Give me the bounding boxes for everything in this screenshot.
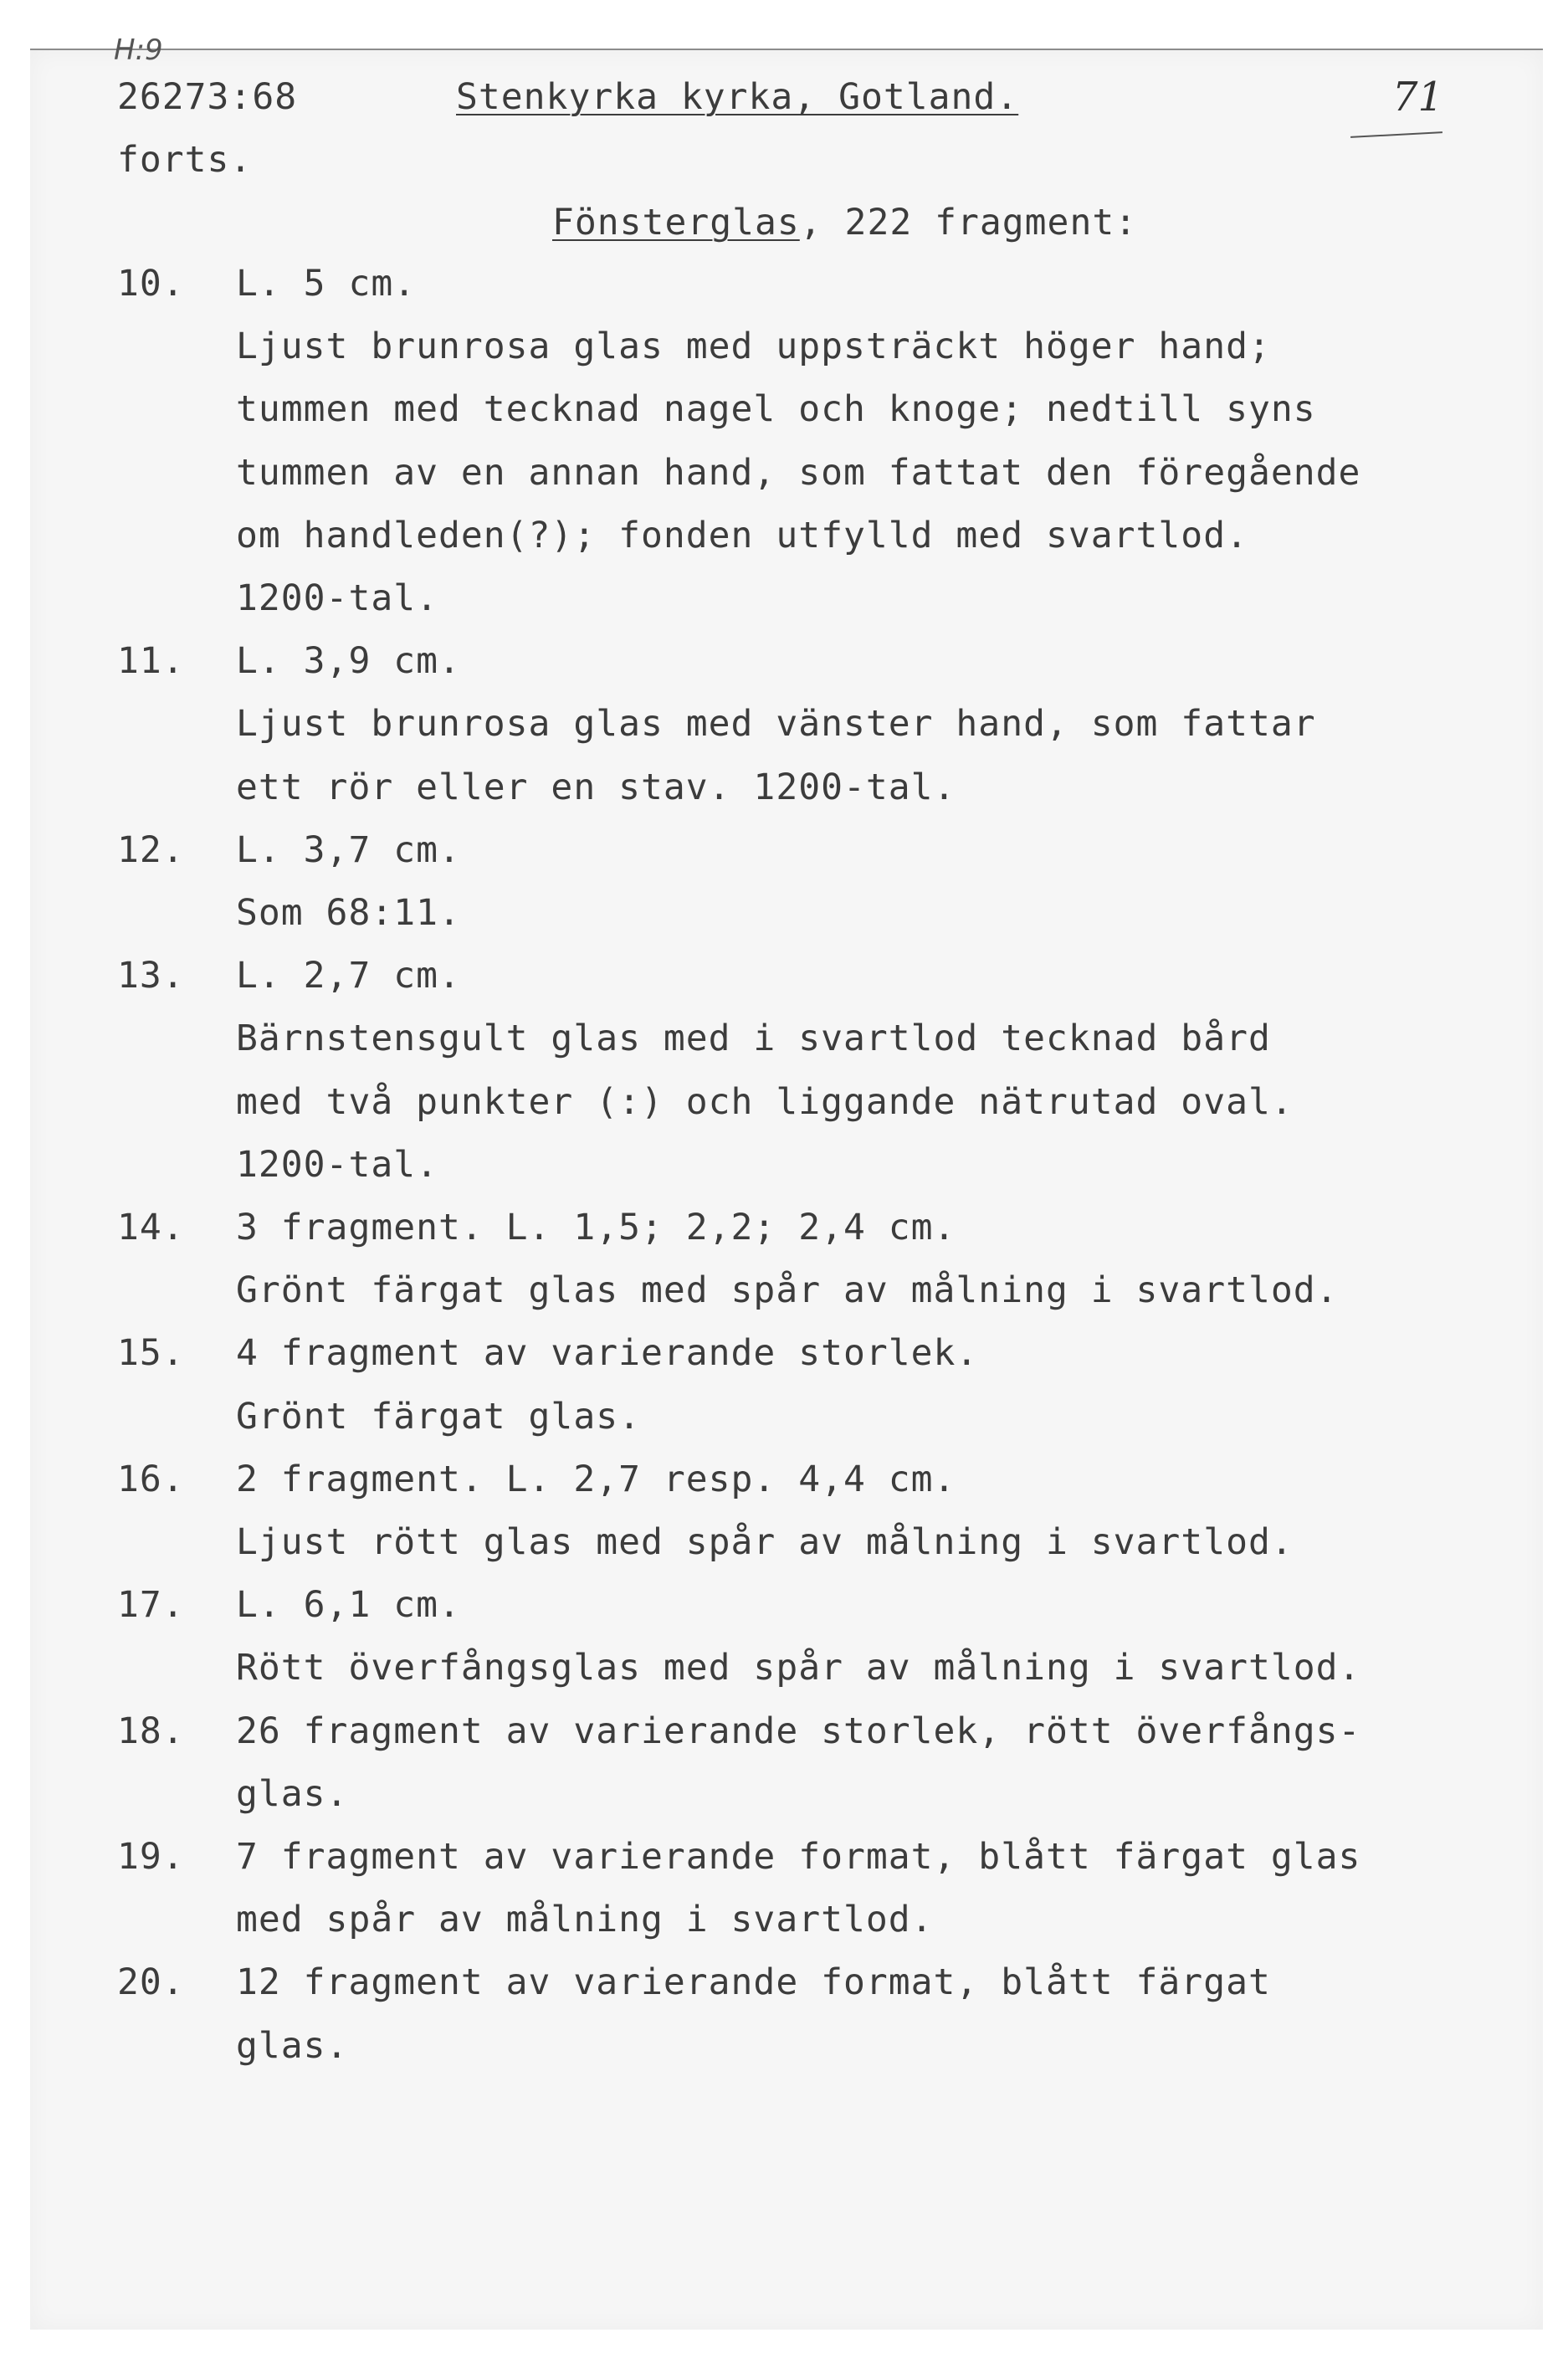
entry-line: L. 5 cm. [236,263,417,305]
entry-line: 12 fragment av varierande format, blått färgat [236,1961,1271,2003]
entry-line: 26 fragment av varierande storlek, rött överfångs- [236,1710,1361,1752]
entry-line: Grönt färgat glas med spår av målning i svartlod. [236,1269,1339,1311]
entry-number: 10. [117,263,185,305]
entry-line: 7 fragment av varierande format, blått färgat glas [236,1836,1361,1878]
entry-line: Ljust brunrosa glas med vänster hand, som fattar [236,703,1316,745]
entry-number: 14. [117,1207,185,1248]
entry-line: ett rör eller en stav. 1200-tal. [236,766,956,808]
entry-line: 1200-tal. [236,1144,438,1186]
entry-line: Som 68:11. [236,892,461,934]
catalogue-number: 26273:68 [117,76,298,118]
entry-number: 15. [117,1332,185,1374]
entry-line: Rött överfångsglas med spår av målning i svartlod. [236,1647,1361,1689]
entry-line: L. 2,7 cm. [236,955,461,997]
entry-line: Grönt färgat glas. [236,1396,641,1438]
entry-line: Ljust rött glas med spår av målning i svartlod. [236,1521,1294,1563]
entry-line: L. 3,9 cm. [236,640,461,682]
entry-number: 17. [117,1584,185,1626]
handwritten-code: H:9 [114,33,163,67]
entry-number: 11. [117,640,185,682]
entry-line: glas. [236,2025,349,2067]
entry-number: 20. [117,1961,185,2003]
document-title: Stenkyrka kyrka, Gotland. [456,76,1019,118]
entry-line: 3 fragment. L. 1,5; 2,2; 2,4 cm. [236,1207,956,1248]
entry-number: 13. [117,955,185,997]
entry-line: tummen av en annan hand, som fattat den föregående [236,452,1361,494]
entry-line: tummen med tecknad nagel och knoge; nedtill syns [236,388,1316,430]
entry-line: 1200-tal. [236,577,438,619]
entry-line: glas. [236,1773,349,1815]
entry-line: Ljust brunrosa glas med uppsträckt höger hand; [236,326,1271,367]
entry-line: om handleden(?); fonden utfylld med svartlod. [236,515,1248,556]
entry-line: 4 fragment av varierande storlek. [236,1332,979,1374]
page-number: 71 [1392,74,1444,120]
card-top-edge [30,49,1543,50]
entry-line: 2 fragment. L. 2,7 resp. 4,4 cm. [236,1458,956,1500]
entry-number: 12. [117,829,185,871]
entry-number: 18. [117,1710,185,1752]
entry-number: 19. [117,1836,185,1878]
continued-label: forts. [117,139,253,181]
entry-line: med spår av målning i svartlod. [236,1899,934,1940]
entry-line: med två punkter (:) och liggande nätrutad oval. [236,1081,1294,1123]
section-heading-underlined: Fönsterglas [552,202,800,244]
entry-line: L. 3,7 cm. [236,829,461,871]
entry-line: Bärnstensgult glas med i svartlod tecknad bård [236,1018,1271,1059]
entry-line: L. 6,1 cm. [236,1584,461,1626]
entry-number: 16. [117,1458,185,1500]
section-heading [552,202,1138,244]
section-heading-rest: , 222 fragment: [799,202,1138,244]
